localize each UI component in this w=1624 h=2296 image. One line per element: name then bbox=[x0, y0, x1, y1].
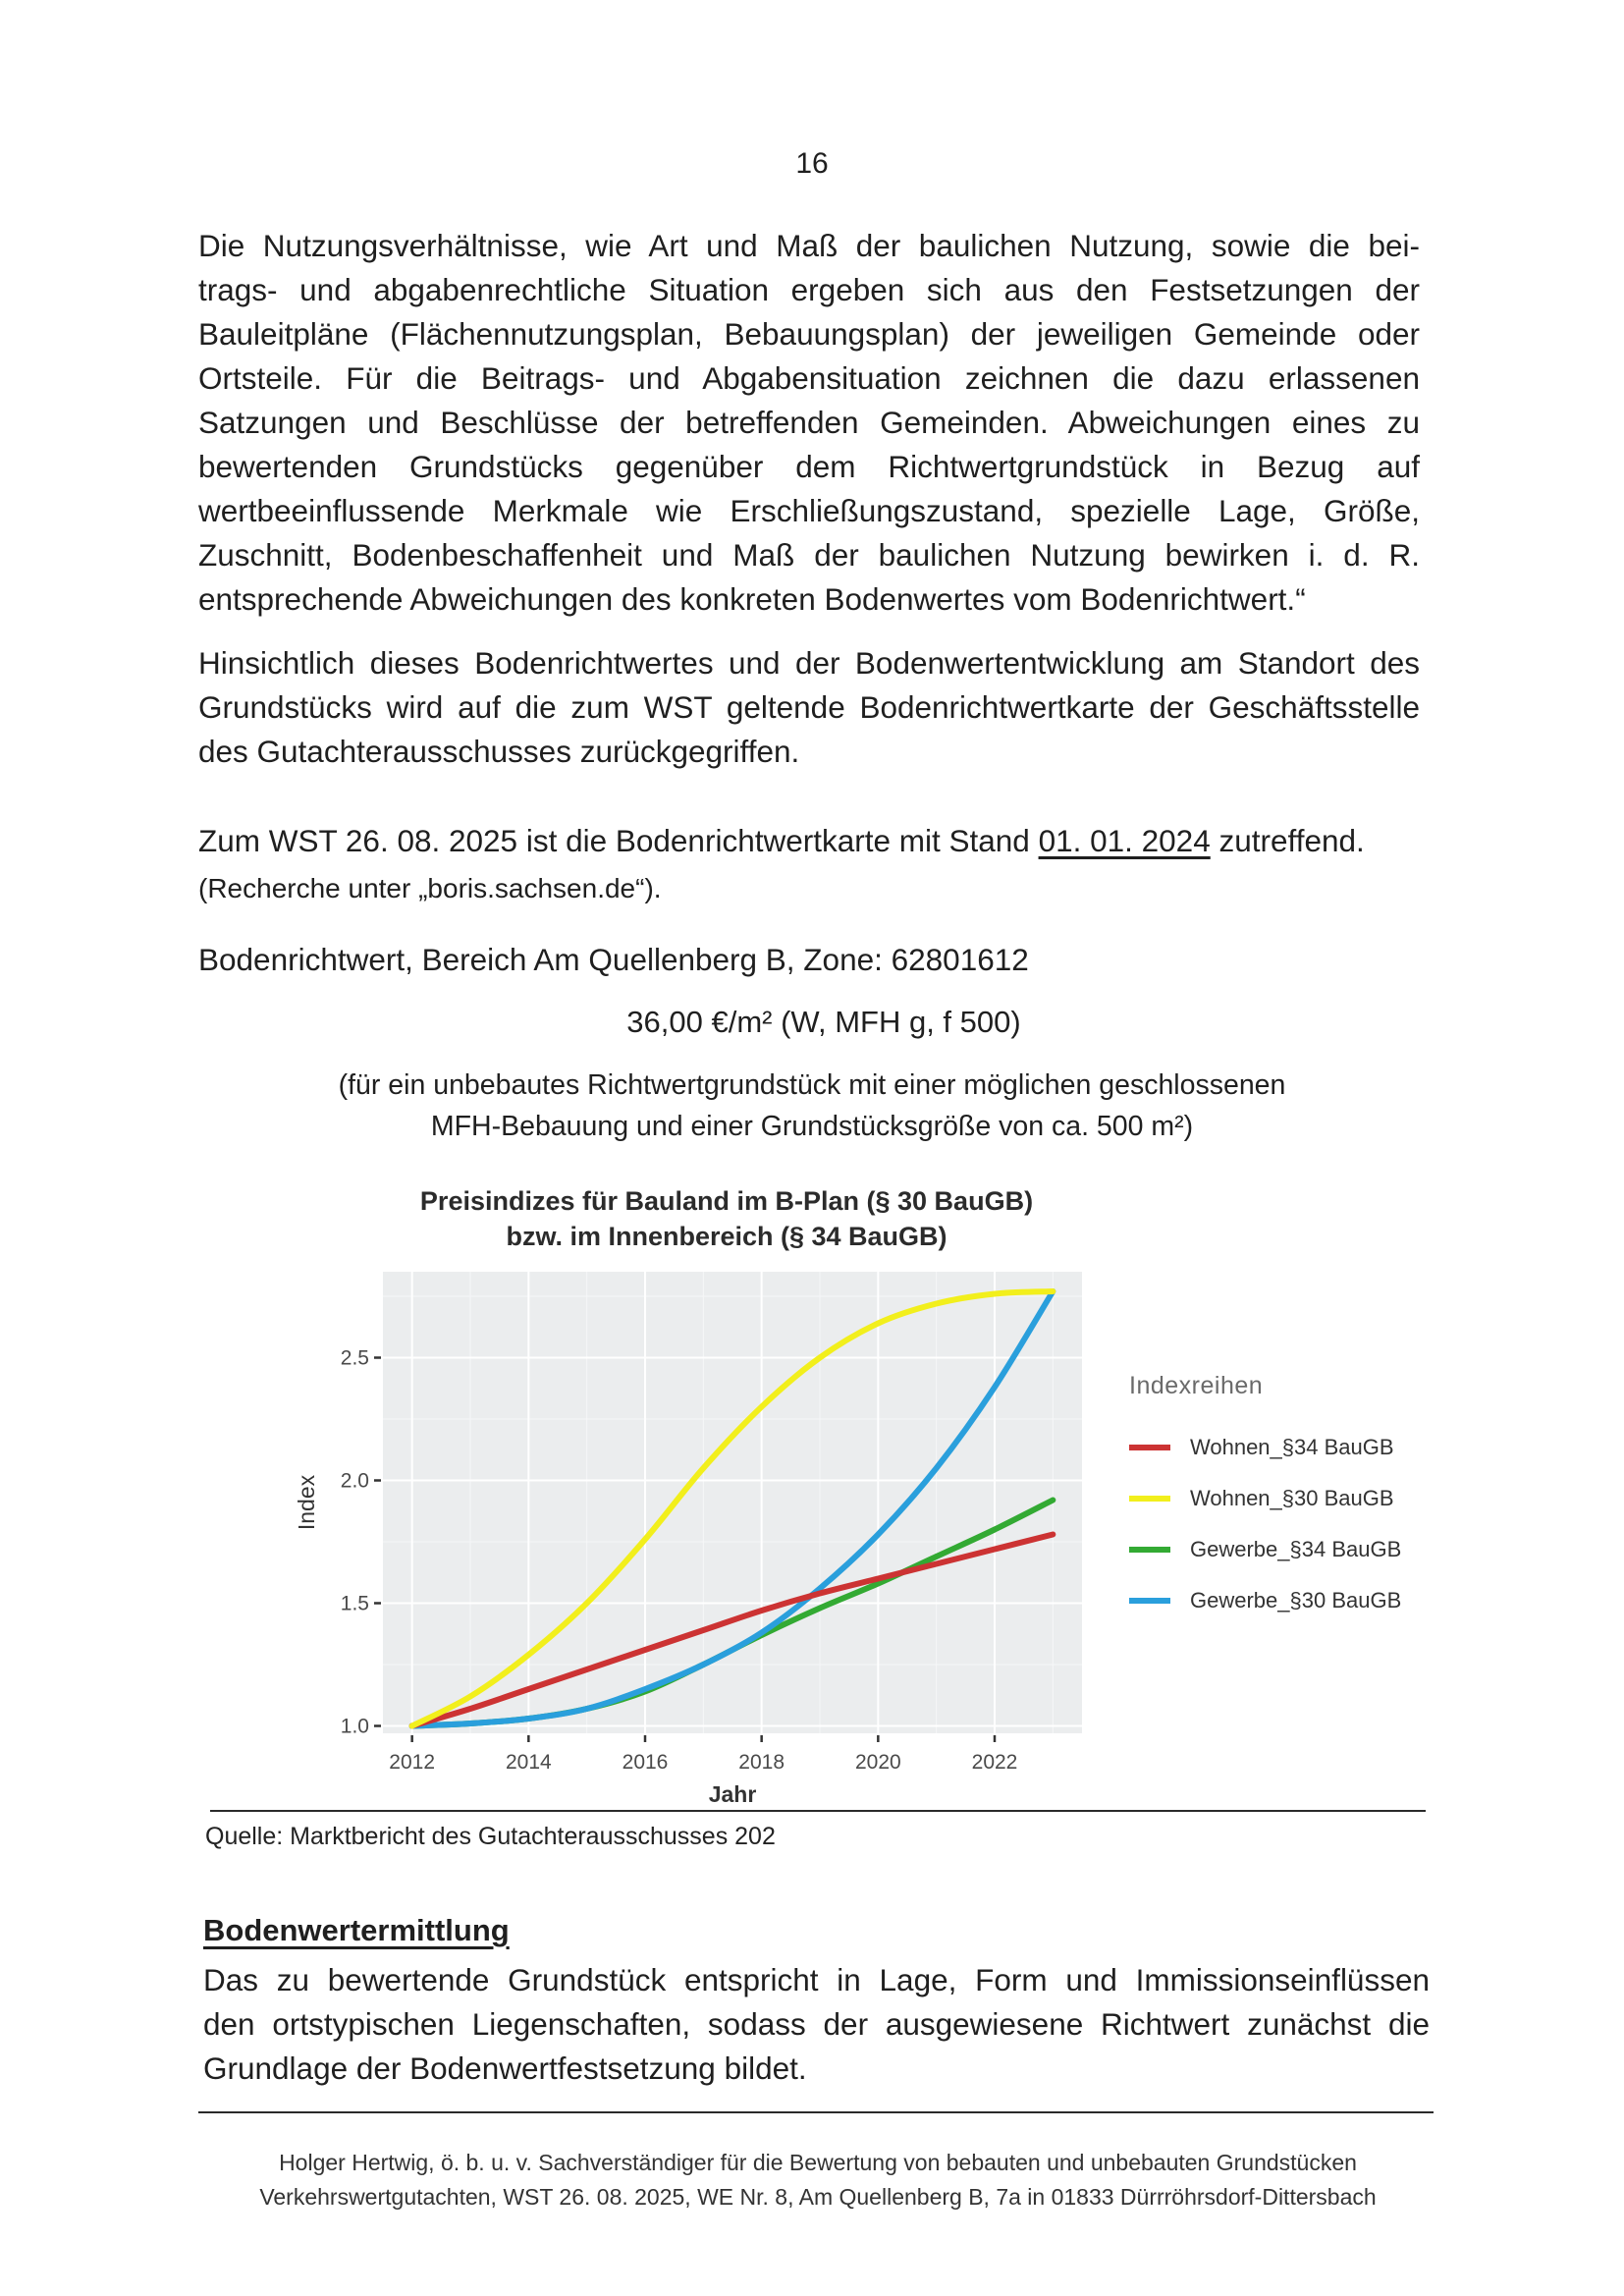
footer-line: Verkehrswertgutachten, WST 26. 08. 2025, WE Nr. 8, Am Quellenberg B, 7a in 01833 Dürrröhrsdorf-Dittersbach bbox=[259, 2184, 1377, 2210]
section-heading: Bodenwertermittlung bbox=[203, 1913, 510, 1947]
x-tick-label: 2022 bbox=[971, 1751, 1018, 1774]
legend-items bbox=[1129, 1422, 1443, 1626]
legend-swatch bbox=[1129, 1547, 1170, 1553]
chart-legend bbox=[1129, 1372, 1443, 1626]
brw-value: 36,00 €/m² (W, MFH g, f 500) bbox=[626, 1005, 1021, 1039]
y-tick-label: 1.0 bbox=[340, 1715, 369, 1738]
text-line: entsprechende Abweichungen des konkreten Bodenwertes vom Bodenrichtwert.“ bbox=[198, 581, 1306, 617]
text-line: den ortstypischen Liegenschaften, sodass der ausgewiesene Richtwert zunächst die bbox=[203, 2006, 1430, 2042]
legend-item bbox=[1129, 1473, 1443, 1524]
text-line: Hinsichtlich dieses Bodenrichtwertes und der Bodenwertentwicklung am Standort des bbox=[198, 645, 1420, 681]
legend-label: Wohnen_§30 BauGB bbox=[1190, 1486, 1394, 1510]
brw-note bbox=[0, 1065, 1624, 1147]
page-number: 16 bbox=[795, 147, 829, 180]
legend-swatch bbox=[1129, 1598, 1170, 1604]
paragraph-hinsichtlich bbox=[198, 641, 1420, 774]
wst-statement bbox=[198, 819, 1420, 863]
text-line: des Gutachterausschusses zurückgegriffen. bbox=[198, 734, 800, 769]
chart-title-line: Preisindizes für Bauland im B-Plan (§ 30 BauGB) bbox=[419, 1186, 1034, 1216]
text-line: MFH-Bebauung und einer Grundstücksgröße von ca. 500 m²) bbox=[430, 1111, 1194, 1142]
wst-suffix: zutreffend. bbox=[1210, 823, 1365, 858]
text-line: Grundstücks wird auf die zum WST geltende Bodenrichtwertkarte der Geschäftsstelle bbox=[198, 689, 1420, 725]
text-line: (für ein unbebautes Richtwertgrundstück mit einer möglichen geschlossenen bbox=[338, 1069, 1286, 1101]
y-tick-label: 1.5 bbox=[340, 1592, 369, 1615]
text-line: bewertenden Grundstücks gegenüber dem Richtwertgrundstück in Bezug auf bbox=[198, 449, 1420, 484]
x-tick-label: 2018 bbox=[738, 1751, 785, 1774]
research-note: (Recherche unter „boris.sachsen.de“). bbox=[198, 873, 662, 903]
paragraph-bodenwert bbox=[203, 1958, 1430, 2091]
legend-item bbox=[1129, 1422, 1443, 1473]
x-axis-label: Jahr bbox=[708, 1781, 757, 1807]
text-line: Bauleitpläne (Flächennutzungsplan, Bebauungsplan) der jeweiligen Gemeinde oder bbox=[198, 316, 1420, 352]
y-axis-label: Index bbox=[294, 1474, 319, 1531]
x-tick-label: 2014 bbox=[505, 1751, 552, 1774]
legend-swatch bbox=[1129, 1496, 1170, 1502]
text-line: trags- und abgabenrechtliche Situation ergeben sich aus den Festsetzungen der bbox=[198, 272, 1420, 307]
legend-label: Wohnen_§34 BauGB bbox=[1190, 1435, 1394, 1459]
chart-source: Quelle: Marktbericht des Gutachterausschusses 202 bbox=[205, 1823, 776, 1850]
text-line: Ortsteile. Für die Beitrags- und Abgabensituation zeichnen die dazu erlassenen bbox=[198, 360, 1420, 396]
text-line: Satzungen und Beschlüsse der betreffenden Gemeinden. Abweichungen eines zu bbox=[198, 405, 1420, 440]
text-line: Die Nutzungsverhältnisse, wie Art und Maß der baulichen Nutzung, sowie die bei- bbox=[198, 228, 1420, 263]
x-tick-label: 2020 bbox=[854, 1751, 901, 1774]
legend-label: Gewerbe_§34 BauGB bbox=[1190, 1537, 1402, 1561]
footer bbox=[6, 2146, 1624, 2214]
price-index-chart bbox=[285, 1183, 1463, 1812]
chart-plot bbox=[285, 1183, 1129, 1812]
text-line: wertbeeinflussende Merkmale wie Erschließungszustand, spezielle Lage, Größe, bbox=[198, 493, 1420, 528]
wst-date: 01. 01. 2024 bbox=[1038, 823, 1211, 858]
text-line: Das zu bewertende Grundstück entspricht in Lage, Form und Immissionseinflüssen bbox=[203, 1962, 1430, 1997]
legend-item bbox=[1129, 1575, 1443, 1626]
legend-swatch bbox=[1129, 1445, 1170, 1450]
x-tick-label: 2016 bbox=[622, 1751, 669, 1774]
brw-area: Bodenrichtwert, Bereich Am Quellenberg B, Zone: 62801612 bbox=[198, 942, 1029, 977]
y-tick-label: 2.5 bbox=[340, 1346, 369, 1370]
y-tick-label: 2.0 bbox=[340, 1469, 369, 1493]
footer-line: Holger Hertwig, ö. b. u. v. Sachverständiger für die Bewertung von bebauten und unbebauten Grundstücken bbox=[279, 2150, 1357, 2175]
footer-divider bbox=[198, 2111, 1434, 2113]
legend-title: Indexreihen bbox=[1129, 1372, 1264, 1399]
chart-divider bbox=[210, 1810, 1426, 1812]
legend-item bbox=[1129, 1524, 1443, 1575]
chart-title-line: bzw. im Innenbereich (§ 34 BauGB) bbox=[506, 1222, 947, 1251]
text-line: Grundlage der Bodenwertfestsetzung bildet. bbox=[203, 2050, 807, 2086]
text-line: Zuschnitt, Bodenbeschaffenheit und Maß der baulichen Nutzung bewirken i. d. R. bbox=[198, 537, 1420, 573]
paragraph-nutzung bbox=[198, 224, 1420, 622]
x-tick-label: 2012 bbox=[389, 1751, 436, 1774]
wst-prefix: Zum WST 26. 08. 2025 ist die Bodenrichtwertkarte mit Stand bbox=[198, 823, 1039, 858]
legend-label: Gewerbe_§30 BauGB bbox=[1190, 1588, 1402, 1613]
